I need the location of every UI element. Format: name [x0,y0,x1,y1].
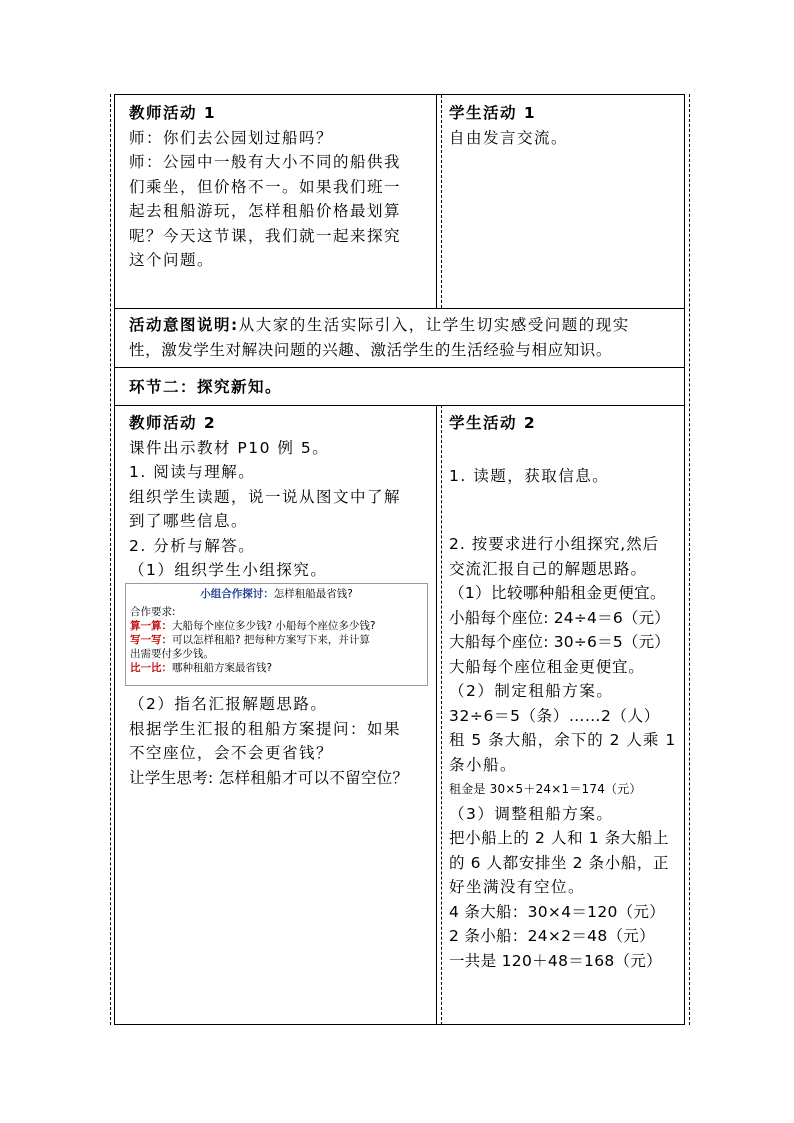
student-line: 大船每个座位: 30÷6＝5（元） [449,633,670,651]
student-line: 好坐满没有空位。 [449,878,586,896]
row-divider [115,308,684,309]
student-activity-1-title: 学生活动 1 [449,104,537,122]
student-line: 大船每个座位租金更便宜。 [449,657,645,676]
teacher-activity-1-title: 教师活动 1 [129,104,217,122]
teacher-line: 1. 阅读与理解。 [129,463,256,481]
teacher-line: 让学生思考: 怎样租船才可以不留空位？ [129,768,409,787]
column-guide [441,95,442,308]
teacher-activity-2-title: 教师活动 2 [129,414,217,432]
activity-intent [123,313,685,362]
student-line: 2 条小船：24×2＝48（元） [449,927,655,945]
teacher-line: 组织学生读题，说一说从图文中了解 [129,487,402,506]
student-line: （3）调整租船方案。 [449,804,614,823]
card-title-label: 小组合作探讨： [200,588,274,600]
student-line: 2. 按要求进行小组探究,然后 [449,535,660,553]
teacher-line: 2. 分析与解答。 [129,536,256,555]
student-line: 小船每个座位: 24÷4＝6（元） [449,608,670,627]
intent-label: 活动意图说明: [129,316,239,334]
teacher-line: （2）指名汇报解题思路。 [129,695,328,713]
teacher-line: 师：公园中一般有大小不同的船供我 [129,153,402,171]
student-line: （1）比较哪种船租金更便宜。 [449,584,666,602]
student-line: 自由发言交流。 [449,128,569,147]
card-step-text: 大船每个座位多少钱? 小船每个座位多少钱? [172,620,376,632]
student-line: 租金是 30×5＋24×1＝174（元） [449,782,642,796]
teacher-activity-2 [123,411,436,1021]
teacher-line: 根据学生汇报的租船方案提问：如果 [129,719,402,738]
card-step-text: 哪种租船方案最省钱? [172,662,273,674]
card-step-label: 比一比： [130,662,172,674]
teacher-line: 师：你们去公园划过船吗？ [129,128,334,147]
student-line: 条小船。 [449,755,518,774]
lesson-table [114,94,685,1025]
card-requirements: 合作要求: [130,606,176,618]
teacher-line: 到了哪些信息。 [129,512,249,530]
teacher-line: 课件出示教材 P10 例 5。 [129,438,330,457]
student-line: 交流汇报自己的解题思路。 [449,559,648,578]
student-line: 4 条大船：30×4＝120（元） [449,902,666,921]
student-line: 1. 读题，获取信息。 [449,466,610,485]
student-line: 一共是 120＋48＝168（元） [449,951,662,970]
row-divider [115,367,684,368]
teacher-line: 不空座位，会不会更省钱？ [129,744,334,762]
teacher-line: 们乘坐，但价格不一。如果我们班一 [129,177,402,196]
card-step-text: 可以怎样租船? 把每种方案写下来，并计算 [172,634,370,646]
teacher-activity-1 [123,101,436,273]
right-margin-guide [689,94,690,1025]
column-divider [436,95,437,308]
student-line: 把小船上的 2 人和 1 条大船上 [449,829,670,847]
student-line: 租 5 条大船，余下的 2 人乘 1 [449,731,677,749]
column-divider [436,405,437,1025]
row-divider [115,405,684,406]
card-step-text: 出需要付多少钱。 [130,648,214,660]
student-line: 的 6 人都安排坐 2 条小船，正 [449,853,670,872]
intent-text: 性，激发学生对解决问题的兴趣、激活学生的生活经验与相应知识。 [129,340,613,359]
student-line: 32÷6＝5（条）……2（人） [449,706,660,725]
group-task-card [125,583,428,686]
card-step-label: 写一写： [130,634,172,646]
student-activity-1 [443,101,683,150]
teacher-line: 这个问题。 [129,251,215,269]
stage-2-heading [123,375,683,400]
teacher-line: 呢？今天这节课，我们就一起来探究 [129,226,402,245]
card-step-label: 算一算： [130,620,172,632]
card-title-text: 怎样租船最省钱? [273,588,353,600]
student-line: （2）制定租船方案。 [449,682,614,700]
left-margin-guide [110,94,111,1025]
teacher-line: 起去租船游玩，怎样租船价格最划算 [129,202,402,220]
student-activity-2-title: 学生活动 2 [449,414,537,432]
intent-text: 从大家的生活实际引入，让学生切实感受问题的现实 [238,316,630,334]
column-guide [441,405,442,1025]
stage-2-title: 环节二：探究新知。 [129,378,283,396]
teacher-line: （1）组织学生小组探究。 [129,561,328,579]
student-activity-2 [443,411,687,1021]
